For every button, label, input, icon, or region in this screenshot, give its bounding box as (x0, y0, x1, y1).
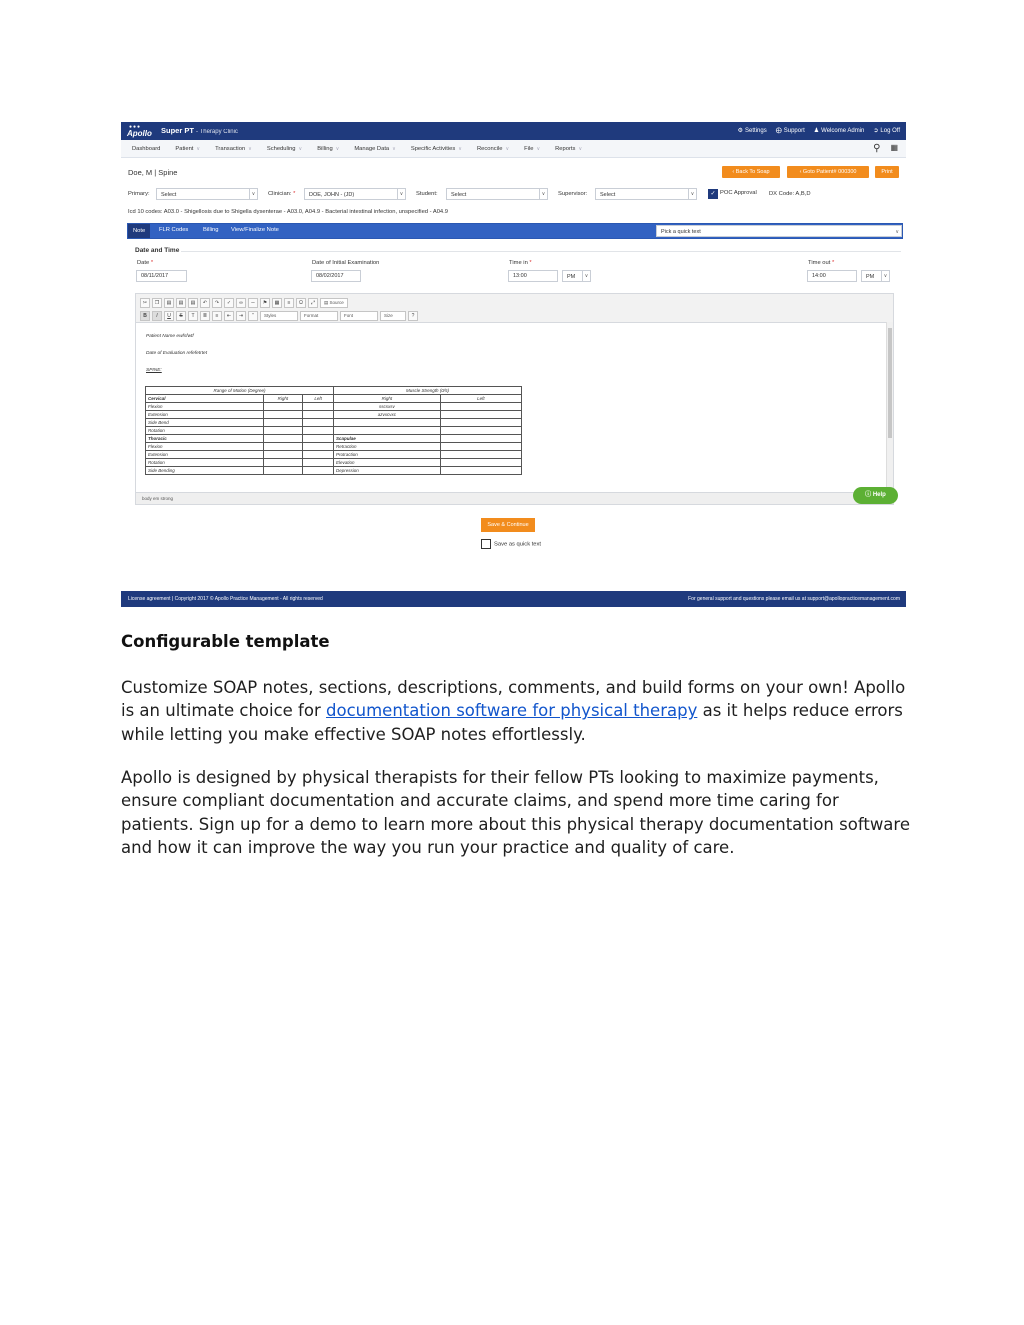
dx-code: DX Code: A,B,D (769, 191, 811, 197)
table-head: Muscle Strength (0/5) (334, 387, 522, 395)
clinician-label: Clinician: * (268, 191, 296, 197)
poc-approval-checkbox[interactable]: ✓ (708, 189, 718, 199)
paste-text-icon[interactable]: ▤ (176, 298, 186, 308)
primary-label: Primary: (128, 191, 150, 197)
user-link[interactable]: ♟ Welcome Admin (813, 128, 865, 134)
chevron-down-icon: ∨ (578, 146, 583, 152)
menu-scheduling[interactable]: Scheduling ∨ (266, 146, 303, 152)
editor-scrollbar[interactable] (886, 322, 893, 490)
horizontal-line-icon[interactable]: ≡ (284, 298, 294, 308)
maximize-icon[interactable]: ⤢ (308, 298, 318, 308)
footer (121, 591, 906, 607)
bold-icon[interactable]: B (140, 311, 150, 321)
section-divider (181, 251, 901, 252)
note-tabs (127, 223, 903, 239)
menu-patient[interactable]: Patient ∨ (175, 146, 201, 152)
top-bar (121, 122, 906, 140)
table-row: Extension azvxcvxc (146, 411, 522, 419)
poc-approval-label: POC Approval (720, 190, 757, 196)
paste-icon[interactable]: ▤ (164, 298, 174, 308)
logout-icon: ➲ (873, 128, 879, 134)
time-in-label: Time in * (509, 260, 532, 266)
top-links (738, 127, 900, 134)
anchor-icon[interactable]: ⚑ (260, 298, 270, 308)
size-select[interactable]: Size (380, 311, 406, 321)
save-quick-text-option[interactable]: Save as quick text (481, 539, 541, 549)
tab-note[interactable]: Note (128, 224, 150, 238)
note-fields (128, 188, 903, 202)
chevron-down-icon: ∨ (539, 189, 547, 199)
undo-icon[interactable]: ↶ (200, 298, 210, 308)
unlink-icon[interactable]: ∼ (248, 298, 258, 308)
underline-icon[interactable]: U (164, 311, 174, 321)
rom-table (145, 386, 522, 475)
paragraph-2: Apollo is designed by physical therapists for their fellow PTs looking to maximize payments, ensure compliant documentation and accurate claims, and spend more time caring for patients. Sign up for a demo to learn more about this physical therapy documentation software and how it can improve the way you run your practice and quality of care. (121, 768, 910, 857)
chevron-down-icon: ∨ (536, 146, 541, 152)
content-line: SPINE: (146, 368, 162, 373)
menu-specific-activities[interactable]: Specific Activities ∨ (410, 146, 462, 152)
bullet-list-icon[interactable]: ≡ (212, 311, 222, 321)
initial-exam-input[interactable]: 08/02/2017 (311, 270, 361, 282)
date-input[interactable]: 08/11/2017 (136, 270, 187, 282)
table-row: Flexion Retraction (146, 443, 522, 451)
table-row: Side Bending Depression (146, 467, 522, 475)
date-time-title: Date and Time (135, 247, 180, 254)
editor-status-path: body em strong (136, 492, 893, 504)
user-icon: ♟ (813, 128, 820, 134)
table-row: Thoracic Scapulae (146, 435, 522, 443)
chevron-down-icon: ∨ (582, 271, 590, 281)
menu-manage-data[interactable]: Manage Data ∨ (354, 146, 396, 152)
goto-patient-button[interactable]: ‹ Goto Patient# 000300 (787, 166, 869, 178)
apollo-logo[interactable]: ●●● Apollo (127, 124, 152, 138)
support-icon: ⨁ (775, 128, 782, 134)
support-link[interactable]: ⨁ Support (775, 128, 805, 134)
time-in-ampm-select[interactable]: PM ∨ (562, 270, 591, 282)
chevron-down-icon: ∨ (881, 271, 889, 281)
date-label: Date * (137, 260, 154, 266)
tab-billing[interactable]: Billing (203, 227, 219, 233)
table-row: Side Bend (146, 419, 522, 427)
help-button[interactable]: ⓘ Help (853, 487, 898, 504)
table-icon[interactable]: ▦ (272, 298, 282, 308)
clinician-select[interactable]: DOE, JOHN - (JD) ∨ (304, 188, 406, 200)
menu-transaction[interactable]: Transaction ∨ (215, 146, 252, 152)
save-continue-button[interactable]: Save & Continue (481, 518, 535, 532)
editor-toolbar (136, 294, 893, 323)
print-button[interactable]: Print (875, 166, 899, 178)
chevron-down-icon: ∨ (505, 146, 510, 152)
grid-icon[interactable]: ▦ (890, 143, 898, 152)
documentation-software-link[interactable]: documentation software for physical therapy (326, 701, 698, 721)
numbered-list-icon[interactable]: ≣ (200, 311, 210, 321)
chevron-down-icon: ∨ (335, 146, 340, 152)
section-heading: Configurable template (121, 632, 330, 651)
chevron-down-icon: ∨ (249, 189, 257, 199)
indent-icon[interactable]: ⇥ (236, 311, 246, 321)
quick-text-select[interactable]: Pick a quick text ∨ (656, 225, 902, 237)
footer-right: For general support and questions please email us at support@apollopracticemanagement.com (688, 596, 900, 602)
table-row: Flexion sscsxsv (146, 403, 522, 411)
source-icon: ▤ (324, 300, 329, 305)
search-icon[interactable]: ⚲ (873, 143, 881, 154)
tab-flr-codes[interactable]: FLR Codes (159, 227, 189, 233)
table-row: Extension Protraction (146, 451, 522, 459)
chevron-down-icon: ∨ (196, 146, 201, 152)
blockquote-icon[interactable]: ” (248, 311, 258, 321)
copy-icon[interactable]: ❐ (152, 298, 162, 308)
main-menu (121, 140, 906, 158)
menu-reconcile[interactable]: Reconcile ∨ (476, 146, 510, 152)
link-icon[interactable]: ∞ (236, 298, 246, 308)
table-row: Rotation (146, 427, 522, 435)
help-question-icon[interactable]: ? (408, 311, 418, 321)
student-label: Student: (416, 191, 438, 197)
chevron-down-icon: ∨ (392, 146, 396, 152)
paste-word-icon[interactable]: ▤ (188, 298, 198, 308)
patient-name: Doe, M | Spine (128, 168, 178, 177)
time-out-ampm-select[interactable]: PM ∨ (861, 270, 890, 282)
strike-icon[interactable]: S (176, 311, 186, 321)
chevron-down-icon: ∨ (298, 146, 303, 152)
supervisor-label: Supervisor: (558, 191, 588, 197)
logoff-link[interactable]: ➲ Log Off (873, 128, 900, 134)
chevron-down-icon: ∨ (458, 146, 462, 152)
chevron-down-icon: ∨ (895, 229, 899, 235)
styles-select[interactable]: Styles (260, 311, 298, 321)
footer-left[interactable]: License agreement | Copyright 2017 © Apollo Practice Management - All rights reserved (128, 596, 323, 602)
table-row: Cervical Right Left Right Left (146, 395, 522, 403)
primary-select[interactable]: Select ∨ (156, 188, 258, 200)
content-line: Date of Evaluation refefetrtet (146, 351, 208, 356)
table-row: Rotation Elevation (146, 459, 522, 467)
tab-view-finalize[interactable]: View/Finalize Note (231, 227, 279, 233)
supervisor-select[interactable]: Select ∨ (595, 188, 697, 200)
app-title: Super PT - Therapy Clinic (161, 126, 238, 135)
chevron-down-icon: ∨ (688, 189, 696, 199)
rich-text-editor (135, 293, 894, 505)
menu-dashboard[interactable]: Dashboard (132, 146, 161, 152)
back-to-soap-button[interactable]: ‹ Back To Soap (722, 166, 780, 178)
content-line: Patient Name ewfsfwtf (146, 334, 194, 339)
paragraph-1: Customize SOAP notes, sections, descriptions, comments, and build forms on your own! Apollo is an ultimate choice for documentation software for physical therapy as it helps reduce errors while letting you make effective SOAP notes effortlessly. (121, 678, 906, 744)
cut-icon[interactable]: ✂ (140, 298, 150, 308)
menu-reports[interactable]: Reports ∨ (555, 146, 583, 152)
format-select[interactable]: Format (300, 311, 338, 321)
table-head: Range of Motion (Degree) (146, 387, 334, 395)
initial-exam-label: Date of Initial Examination (312, 260, 380, 266)
settings-link[interactable]: ⚙ Settings (737, 128, 767, 134)
time-in-input[interactable]: 13:00 (508, 270, 558, 282)
spellcheck-icon[interactable]: ✓ (224, 298, 234, 308)
save-quick-text-checkbox[interactable] (481, 539, 491, 549)
font-select[interactable]: Font (340, 311, 378, 321)
chevron-down-icon: ∨ (397, 189, 405, 199)
italic-icon[interactable]: I (152, 311, 162, 321)
menu-file[interactable]: File ∨ (524, 146, 541, 152)
time-out-label: Time out * (808, 260, 835, 266)
time-out-input[interactable]: 14:00 (807, 270, 857, 282)
question-circle-icon: ⓘ (865, 492, 872, 498)
special-char-icon[interactable]: Ω (296, 298, 306, 308)
student-select[interactable]: Select ∨ (446, 188, 548, 200)
app-screenshot (121, 122, 906, 607)
icd-codes: Icd 10 codes: A03.0 - Shigellosis due to Shigella dysenterae - A03.0, A04.9 - Bacterial intestinal infection, unspecified - A04.9 (128, 209, 448, 215)
menu-billing[interactable]: Billing ∨ (317, 146, 340, 152)
chevron-down-icon: ∨ (248, 146, 252, 152)
source-button[interactable]: ▤ Source (320, 298, 348, 308)
gear-icon: ⚙ (737, 128, 744, 134)
redo-icon[interactable]: ↷ (212, 298, 222, 308)
outdent-icon[interactable]: ⇤ (224, 311, 234, 321)
remove-format-icon[interactable]: T (188, 311, 198, 321)
